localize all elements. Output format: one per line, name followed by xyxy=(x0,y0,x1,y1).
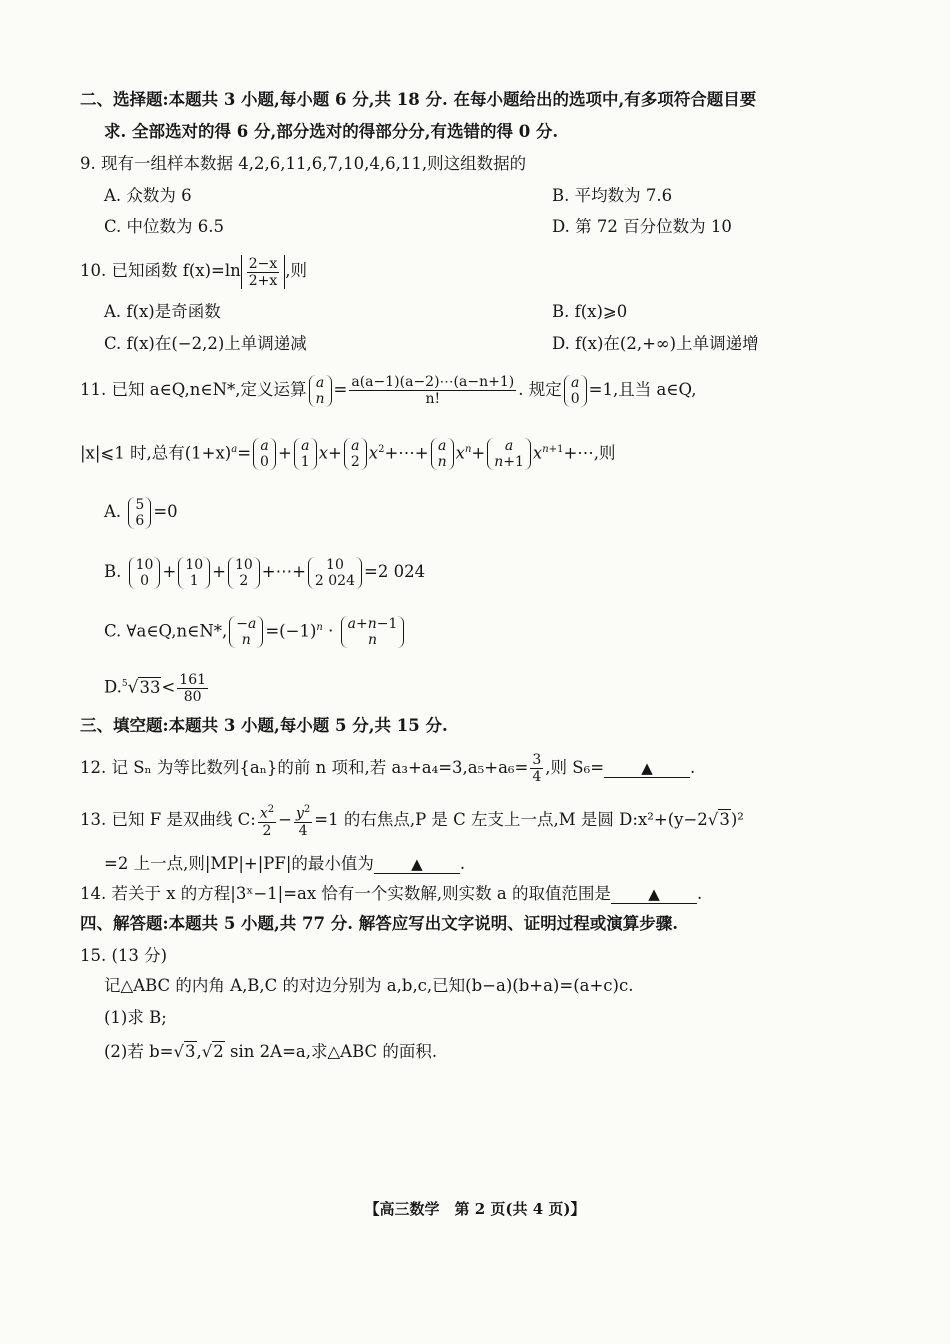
q11-option-a xyxy=(104,492,890,532)
q11-expansion-term0: a 0 xyxy=(252,438,277,470)
q10-fraction-den: 2+x xyxy=(248,272,278,289)
page-footer: 【高三数学 第 2 页(共 4 页)】 xyxy=(364,1200,586,1218)
q11-expansion-termn: a n xyxy=(430,438,455,470)
section3-heading: 三、填空题:本题共 3 小题,每小题 5 分,共 15 分. xyxy=(80,716,448,735)
q9-options-row1 xyxy=(104,184,890,208)
q13-answer-blank[interactable]: ▲ xyxy=(374,855,460,874)
q13-frac-x: $\frac{x^2}{2}$ xyxy=(259,804,275,839)
q12-answer-blank[interactable]: ▲ xyxy=(604,759,690,778)
q11-option-b: B. 10 0 + 10 1 + 10 2 +⋯+ 10 2 024 =2 024 xyxy=(104,556,426,589)
q11-option-b-label: B. xyxy=(104,562,122,581)
q11-option-d: D.$^5$√33< $\frac{161}{80}$ xyxy=(104,671,207,705)
q11-option-c-mid: =(−1) xyxy=(265,621,317,641)
q15-sqrt2: 2 xyxy=(213,1042,224,1061)
q11-binom-a-n: a n xyxy=(308,375,333,407)
q11-option-c-binom-right: a+n−1 n xyxy=(340,616,406,648)
q15-part2-suffix: sin 2A=a,求△ABC 的面积. xyxy=(224,1042,438,1061)
q11-option-a-result: =0 xyxy=(153,502,178,521)
q12 xyxy=(80,750,890,786)
q11-option-a-label: A. xyxy=(104,502,122,521)
q13-end: . xyxy=(459,854,466,873)
q11-line2-prefix: |x|⩽1 时,总有(1+x) xyxy=(80,443,232,463)
q10-option-c: C. f(x)在(−2,2)上单调递减 xyxy=(104,334,307,353)
q11-option-a-binom: 5 6 xyxy=(127,497,152,529)
q9-option-b: B. 平均数为 7.6 xyxy=(552,186,673,205)
q11-line2: |x|⩽1 时,总有$(1+x)^a=$ a 0 + a 1 x+ a 2 $x^2+\cdots+$ a n $x^n+$ a n+1 $x^{n+1}+\cdots$,则 xyxy=(80,438,616,470)
q11-line1-suffix: =1,且当 a∈Q, xyxy=(588,380,697,399)
q10-stem xyxy=(80,254,890,289)
q10-option-a: A. f(x)是奇函数 xyxy=(104,302,221,321)
q15-part2: (2)若 b=√3,√2 sin 2A=a,求△ABC 的面积. xyxy=(104,1042,438,1061)
q15-stem: 记△ABC 的内角 A,B,C 的对边分别为 a,b,c,已知(b−a)(b+a)=(a+c)c. xyxy=(104,976,634,995)
q10-option-b: B. f(x)⩾0 xyxy=(552,302,628,321)
q11-line1-mid: . 规定 xyxy=(518,380,562,399)
q10-fraction xyxy=(247,256,280,289)
section4-heading: 四、解答题:本题共 5 小题,共 77 分. 解答应写出文字说明、证明过程或演算步骤. xyxy=(80,914,678,933)
q15-part1: (1)求 B; xyxy=(104,1008,167,1027)
q11-option-d-fraction xyxy=(177,672,208,705)
q10-stem-prefix: 10. 已知函数 f(x)=ln xyxy=(80,261,241,280)
section2-heading-line2: 求. 全部选对的得 6 分,部分选对的得部分分,有选错的得 0 分. xyxy=(104,122,559,141)
q11-def-num: a(a−1)(a−2)⋯(a−n+1) xyxy=(351,374,515,390)
q11-option-b-binom1: 10 1 xyxy=(177,557,211,589)
q10-stem-suffix: ,则 xyxy=(285,261,308,280)
q11-option-c-binom-left: −a n xyxy=(228,616,264,648)
q9-option-a: A. 众数为 6 xyxy=(104,186,192,205)
q9-stem: 9. 现有一组样本数据 4,2,6,11,6,7,10,4,6,11,则这组数据的 xyxy=(80,154,527,173)
q11-option-b-binom0: 10 0 xyxy=(128,557,162,589)
q13-line2-text: =2 上一点,则|MP|+|PF|的最小值为 xyxy=(104,854,374,873)
q11-option-d-label: D. xyxy=(104,677,122,697)
q13-line1: 13. 已知 F 是双曲线 C: $\frac{x^2}{2}$ − $\frac{y^2}{4}$ =1 的右焦点,P 是 C 左支上一点,M 是圆 D:x²+(y−2√3)² xyxy=(80,804,744,839)
q13-frac-y: $\frac{y^2}{4}$ xyxy=(295,804,311,839)
q10-fraction-num: 2−x xyxy=(248,255,278,272)
q10-options-row1 xyxy=(104,300,890,324)
q9-option-d: D. 第 72 百分位数为 10 xyxy=(552,217,732,236)
q12-fraction-den: 4 xyxy=(532,769,542,785)
q12-suffix: ,则 S₆= xyxy=(545,758,605,777)
q12-text: 12. 记 Sₙ 为等比数列{aₙ}的前 n 项和,若 a₃+a₄=3,a₅+a₆= xyxy=(80,758,529,777)
q13-line1-end: )² xyxy=(730,810,744,829)
q12-fraction-num: 3 xyxy=(532,752,542,768)
q11-line1-prefix: 11. 已知 a∈Q,n∈N*,定义运算 xyxy=(80,380,307,399)
q15-part2-prefix: (2)若 b= xyxy=(104,1042,174,1061)
q14-text: 14. 若关于 x 的方程|3ˣ−1|=ax 恰有一个实数解,则实数 a 的取值范围是 xyxy=(80,884,611,903)
q13-mid: =1 的右焦点,P 是 C 左支上一点,M 是圆 D:x²+(y−2 xyxy=(314,810,708,829)
q10-options-row2 xyxy=(104,332,890,356)
q10-abs-value xyxy=(241,255,286,289)
q14 xyxy=(80,882,890,906)
q11-option-b-binom2: 10 2 xyxy=(227,557,261,589)
q11-def-den: n! xyxy=(425,391,441,407)
q15-label: 15. (13 分) xyxy=(80,946,168,965)
q11-expansion-term1: a 1 xyxy=(293,438,318,470)
q13-line2 xyxy=(104,852,890,876)
q12-end: . xyxy=(690,758,696,777)
q11-option-b-binom2024: 10 2 024 xyxy=(307,557,363,589)
q15-sqrt3: 3 xyxy=(185,1042,196,1061)
q11-option-c-prefix: C. ∀a∈Q,n∈N*, xyxy=(104,621,228,641)
q11-expansion-term2: a 2 xyxy=(343,438,368,470)
q14-end: . xyxy=(697,884,703,903)
q10-option-d: D. f(x)在(2,+∞)上单调递增 xyxy=(552,334,759,353)
q11-expansion-termn1: a n+1 xyxy=(486,438,532,470)
q11-option-b-result: =2 024 xyxy=(364,562,426,581)
q11-option-c: C. ∀a∈Q,n∈N*, −a n $=(-1)^n$ · a+n−1 n xyxy=(104,608,890,652)
q9-option-c: C. 中位数为 6.5 xyxy=(104,217,225,236)
q12-fraction xyxy=(530,752,543,785)
section2-heading-line1: 二、选择题:本题共 3 小题,每小题 6 分,共 18 分. 在每小题给出的选项中,有多项符合题目要 xyxy=(80,90,757,109)
q11-definition-fraction xyxy=(349,374,516,407)
q11-binom-a-0: a 0 xyxy=(563,375,588,407)
q11-option-d-den: 80 xyxy=(183,688,202,705)
q13-prefix: 13. 已知 F 是双曲线 C: xyxy=(80,810,256,829)
q9-options-row2 xyxy=(104,215,890,239)
q11-line1: 11. 已知 a∈Q,n∈N*,定义运算 a n = $\frac{a(a-1)(a-2)\cdots(a-n+1)}{n!}$ . 规定 a 0 =1,且当 a∈Q, xyxy=(80,374,697,407)
q14-answer-blank[interactable]: ▲ xyxy=(611,885,697,904)
q13-sqrt: 3 xyxy=(719,810,730,829)
q11-option-d-num: 161 xyxy=(179,671,207,688)
